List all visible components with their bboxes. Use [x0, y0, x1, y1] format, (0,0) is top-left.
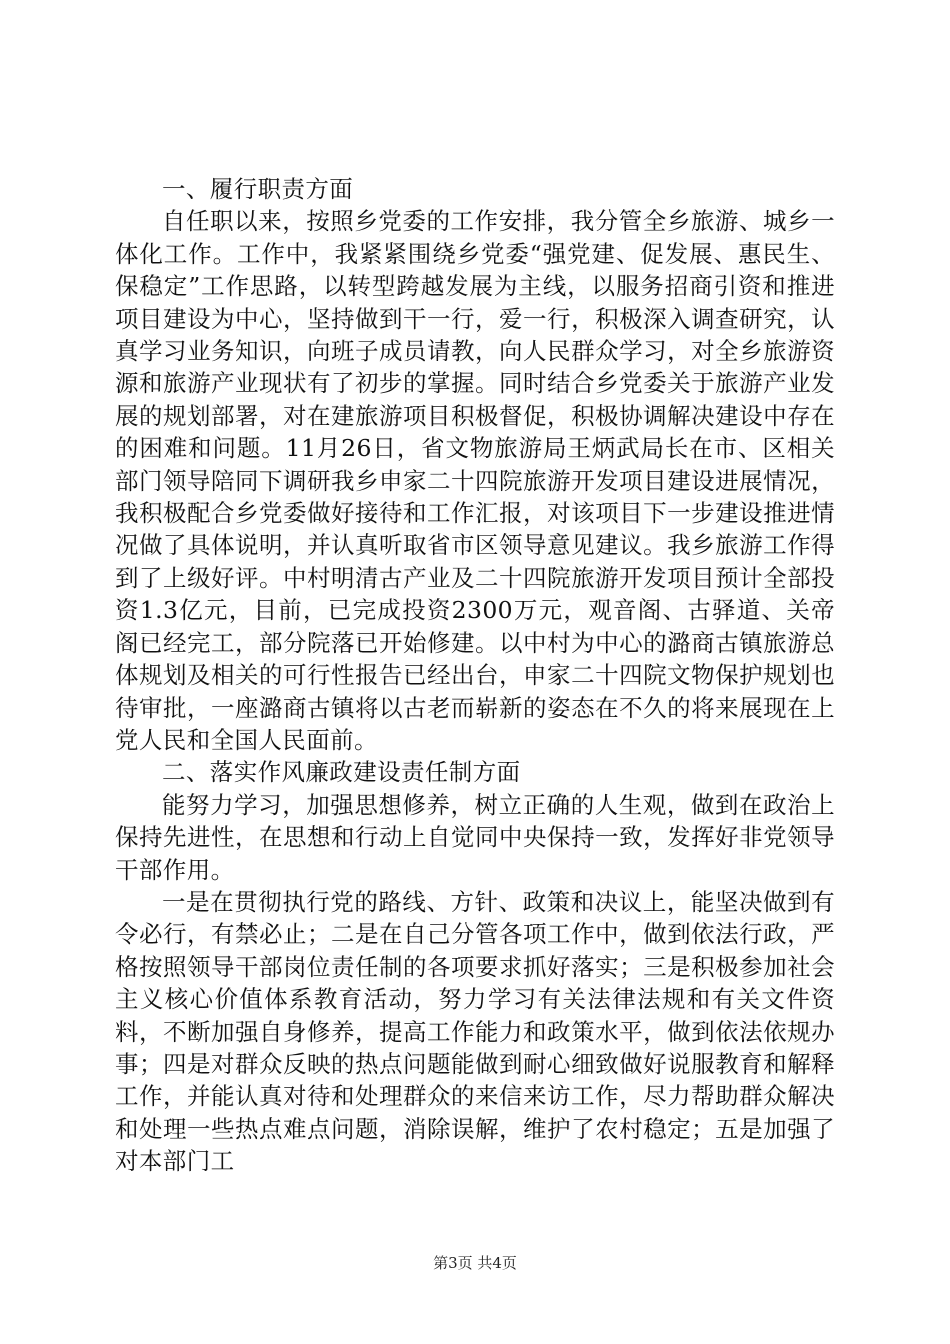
paragraph: 能努力学习，加强思想修养，树立正确的人生观，做到在政治上保持先进性，在思想和行动上自觉同中央保持一致，发挥好非党领导干部作用。 — [115, 790, 835, 884]
paragraph: 一是在贯彻执行党的路线、方针、政策和决议上，能坚决做到有令必行，有禁必止；二是在自己分管各项工作中，做到依法行政，严格按照领导干部岗位责任制的各项要求抓好落实；三是积极参加社会主义核心价值体系教育活动，努力学习有关法律法规和有关文件资料，不断加强自身修养，提高工作能力和政策水平，做到依法依规办事；四是对群众反映的热点问题能做到耐心细致做好说服教育和解释工作，并能认真对待和处理群众的来信来访工作，尽力帮助群众解决和处理一些热点难点问题，消除误解，维护了农村稳定；五是加强了对本部门工 — [115, 887, 835, 1176]
section-heading: 一、履行职责方面 — [162, 175, 354, 203]
document-body — [115, 173, 835, 1178]
paragraph: 自任职以来，按照乡党委的工作安排，我分管全乡旅游、城乡一体化工作。工作中，我紧紧围绕乡党委“强党建、促发展、惠民生、保稳定”工作思路，以转型跨越发展为主线，以服务招商引资和推进项目建设为中心，坚持做到干一行，爱一行，积极深入调查研究，认真学习业务知识，向班子成员请教，向人民群众学习，对全乡旅游资源和旅游产业现状有了初步的掌握。同时结合乡党委关于旅游产业发展的规划部署，对在建旅游项目积极督促，积极协调解决建设中存在的困难和问题。11月26日，省文物旅游局王炳武局长在市、区相关部门领导陪同下调研我乡申家二十四院旅游开发项目建设进展情况，我积极配合乡党委做好接待和工作汇报，对该项目下一步建设推进情况做了具体说明，并认真听取省市区领导意见建议。我乡旅游工作得到了上级好评。中村明清古产业及二十四院旅游开发项目预计全部投资1.3亿元，目前，已完成投资2300万元，观音阁、古驿道、关帝阁已经完工，部分院落已开始修建。以中村为中心的潞商古镇旅游总体规划及相关的可行性报告已经出台，申家二十四院文物保护规划也待审批，一座潞商古镇将以古老而崭新的姿态在不久的将来展现在上党人民和全国人民面前。 — [115, 207, 835, 754]
section-duties — [115, 173, 835, 756]
page-number: 第3页 共4页 — [433, 1254, 517, 1272]
section-integrity — [115, 756, 835, 1177]
section-heading: 二、落实作风廉政建设责任制方面 — [162, 758, 521, 787]
